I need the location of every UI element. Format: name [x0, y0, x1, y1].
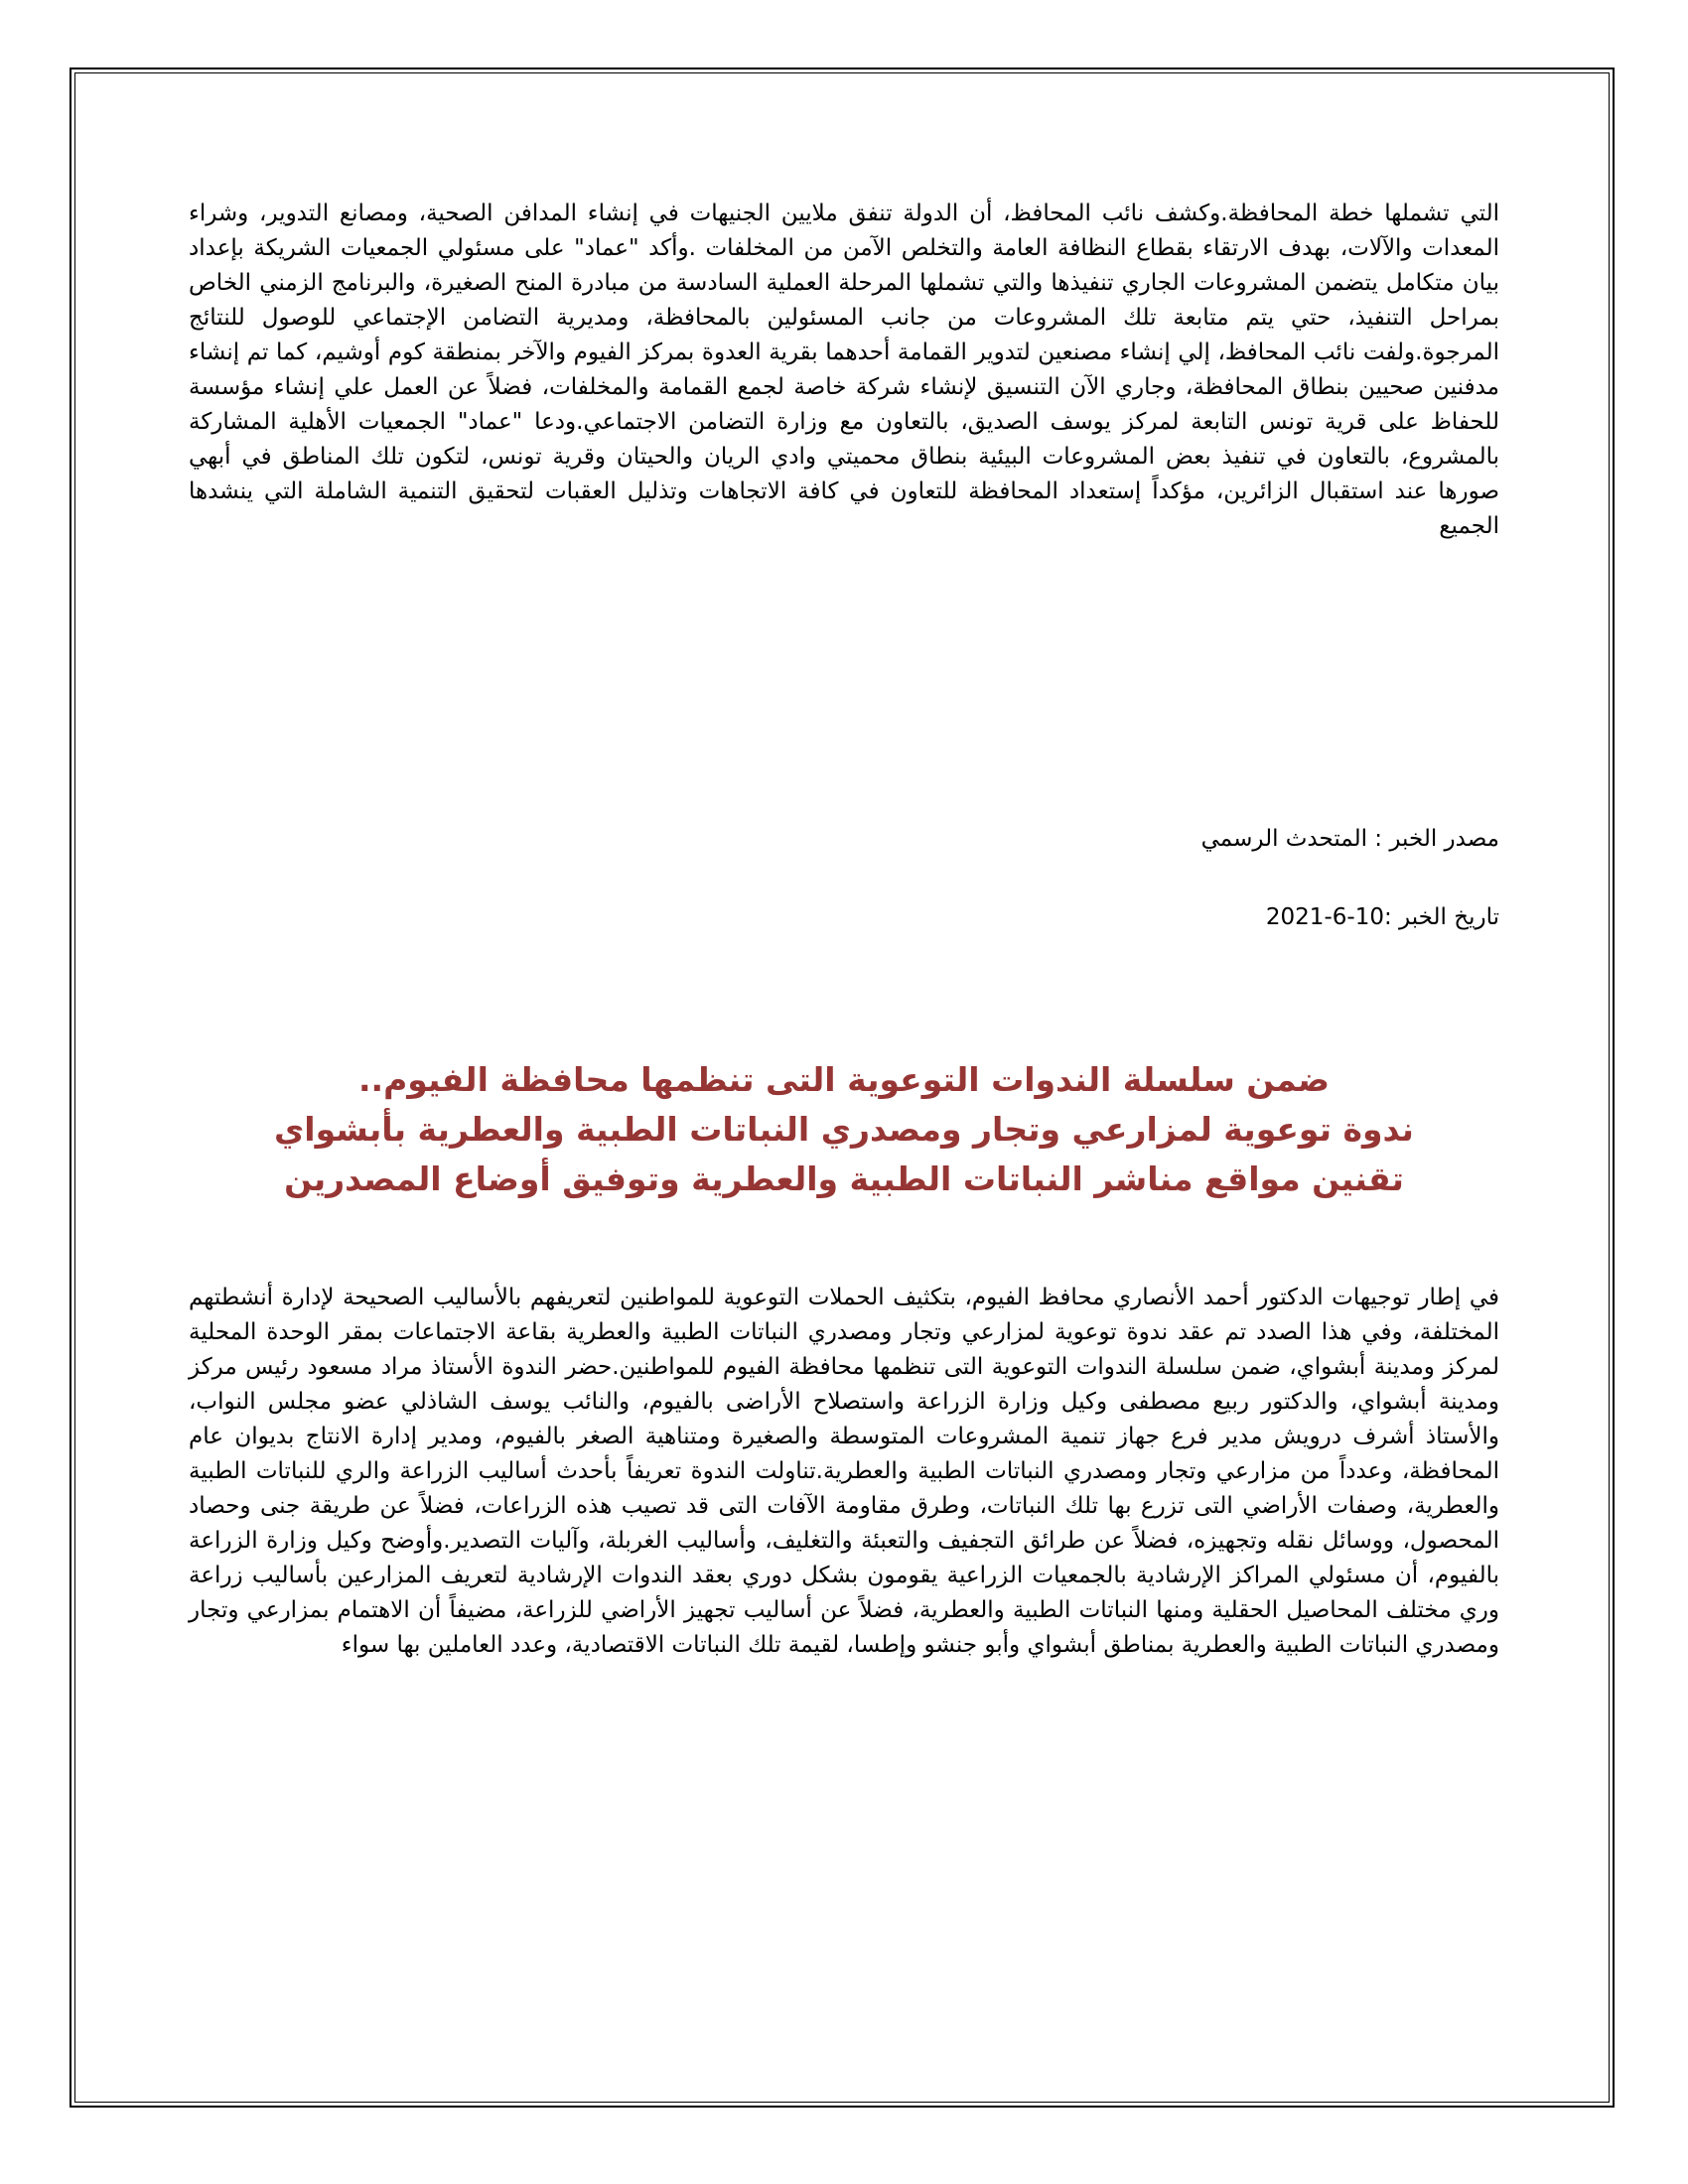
article-1-body: التي تشملها خطة المحافظة.وكشف نائب المحافظ، أن الدولة تنفق ملايين الجنيهات في إنشاء المدافن الصحية، ومصانع التدوير، وشراء المعدات والآلات، بهدف الارتقاء بقطاع النظافة العامة والتخلص الآمن من المخلفات .وأكد "عماد" على مسئولي الجمعيات الشريكة بإعداد بيان متكامل يتضمن المشروعات الجاري تنفيذها والتي تشملها المرحلة العملية السادسة من مبادرة المنح الصغيرة، والبرنامج الزمني الخاص بمراحل التنفيذ، حتي يتم متابعة تلك المشروعات من جانب المسئولين بالمحافظة، ومديرية التضامن الإجتماعي للوصول للنتائج المرجوة.ولفت نائب المحافظ، إلي إنشاء مصنعين لتدوير القمامة أحدهما بقرية العدوة بمركز الفيوم والآخر بمنطقة كوم أوشيم، كما تم إنشاء مدفنين صحيين بنطاق المحافظة، وجاري الآن التنسيق لإنشاء شركة خاصة لجمع القمامة والمخلفات، فضلاً عن العمل علي إنشاء مؤسسة للحفاظ على قرية تونس التابعة لمركز يوسف الصديق، بالتعاون مع وزارة التضامن الاجتماعي.ودعا "عماد" الجمعيات الأهلية المشاركة بالمشروع، بالتعاون في تنفيذ بعض المشروعات البيئية بنطاق محميتي وادي الريان والحيتان وقرية تونس، لتكون تلك المناطق في أبهي صورها عند استقبال الزائرين، مؤكداً إستعداد المحافظة للتعاون في كافة الاتجاهات وتذليل العقبات لتحقيق التنمية الشاملة التي ينشدها الجميع: [189, 201, 1499, 539]
headline-line-3: تقنين مواقع مناشر النباتات الطبية والعطرية وتوفيق أوضاع المصدرين: [284, 1160, 1404, 1198]
headline-line-1: ضمن سلسلة الندوات التوعوية التى تنظمها محافظة الفيوم..: [358, 1060, 1330, 1099]
article-2-headline: [189, 1055, 1499, 1204]
headline-line-2: ندوة توعوية لمزارعي وتجار ومصدري النباتات الطبية والعطرية بأبشواي: [274, 1110, 1414, 1149]
article-2-body: في إطار توجيهات الدكتور أحمد الأنصاري محافظ الفيوم، بتكثيف الحملات التوعوية للمواطنين لتعريفهم بالأساليب الصحيحة لإدارة أنشطتهم المختلفة، وفي هذا الصدد تم عقد ندوة توعوية لمزارعي وتجار ومصدري النباتات الطبية والعطرية بقاعة الاجتماعات بمقر الوحدة المحلية لمركز ومدينة أبشواي، ضمن سلسلة الندوات التوعوية التى تنظمها محافظة الفيوم للمواطنين.حضر الندوة الأستاذ مراد مسعود رئيس مركز ومدينة أبشواي، والدكتور ربيع مصطفى وكيل وزارة الزراعة واستصلاح الأراضى بالفيوم، والنائب يوسف الشاذلي عضو مجلس النواب، والأستاذ أشرف درويش مدير فرع جهاز تنمية المشروعات المتوسطة والصغيرة ومتناهية الصغر بالفيوم، ومدير إدارة الانتاج بديوان عام المحافظة، وعدداً من مزارعي وتجار ومصدري النباتات الطبية والعطرية.تناولت الندوة تعريفاً بأحدث أساليب الزراعة والري للنباتات الطبية والعطرية، وصفات الأراضي التى تزرع بها تلك النباتات، وطرق مقاومة الآفات التى قد تصيب هذه الزراعات، فضلاً عن طريقة جنى وحصاد المحصول، ووسائل نقله وتجهيزه، فضلاً عن طرائق التجفيف والتعبئة والتغليف، وأساليب الغربلة، وآليات التصدير.وأوضح وكيل وزارة الزراعة بالفيوم، أن مسئولي المراكز الإرشادية بالجمعيات الزراعية يقومون بشكل دوري بعقد الندوات الإرشادية لتعريف المزارعين بأساليب زراعة وري مختلف المحاصيل الحقلية ومنها النباتات الطبية والعطرية، فضلاً عن أساليب تجهيز الأراضي للزراعة، مضيفاً أن الاهتمام بمزارعي وتجار ومصدري النباتات الطبية والعطرية بمناطق أبشواي وأبو جنشو وإطسا، لقيمة تلك النباتات الاقتصادية، وعدد العاملين بها سواء: [189, 1285, 1499, 1658]
news-date: تاريخ الخبر :10-6-2021: [1265, 904, 1499, 930]
article-1-meta: [189, 822, 1499, 935]
news-source: مصدر الخبر : المتحدث الرسمي: [1200, 826, 1499, 852]
